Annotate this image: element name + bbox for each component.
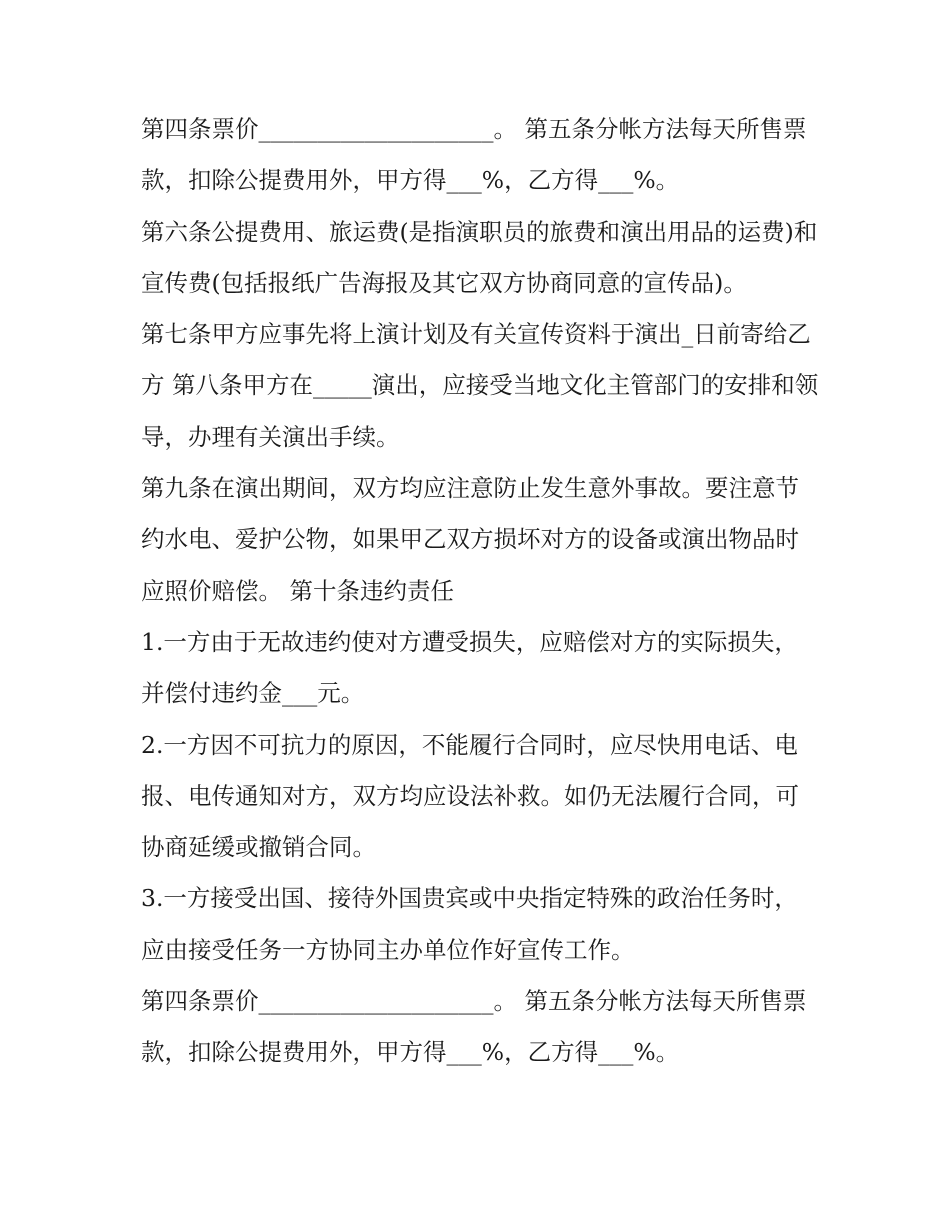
paragraph-article-9-10: 第九条在演出期间，双方均应注意防止发生意外事故。要注意节约水电、爱护公物，如果甲乙双方损坏对方的设备或演出物品时应照价赔偿。 第十条违约责任 [141, 474, 799, 605]
paragraph-article-7-8: 第七条甲方应事先将上演计划及有关宣传资料于演出_日前寄给乙方 第八条甲方在_____演出，应接受当地文化主管部门的安排和领导，办理有关演出手续。 [141, 320, 819, 451]
paragraph-breach-item-2: 2.一方因不可抗力的原因，不能履行合同时，应尽快用电话、电报、电传通知对方，双方均应设法补救。如仍无法履行合同，可协商延缓或撤销合同。 [141, 730, 799, 862]
paragraph-breach-item-1: 1.一方由于无故违约使对方遭受损失，应赔偿对方的实际损失，并偿付违约金___元。 [141, 627, 798, 708]
paragraph-article-4-5-repeat: 第四条票价____________________。 第五条分帐方法每天所售票款，扣除公提费用外，甲方得___%，乙方得___%。 [141, 987, 807, 1067]
paragraph-article-6: 第六条公提费用、旅运费(是指演职员的旅费和演出用品的运费)和宣传费(包括报纸广告海报及其它双方协商同意的宣传品)。 [141, 217, 818, 297]
paragraph-article-4-5: 第四条票价____________________。 第五条分帐方法每天所售票款，扣除公提费用外，甲方得___%，乙方得___%。 [141, 115, 807, 195]
document-body [141, 104, 821, 1079]
paragraph-breach-item-3: 3.一方接受出国、接待外国贵宾或中央指定特殊的政治任务时，应由接受任务一方协同主办单位作好宣传工作。 [141, 884, 798, 964]
